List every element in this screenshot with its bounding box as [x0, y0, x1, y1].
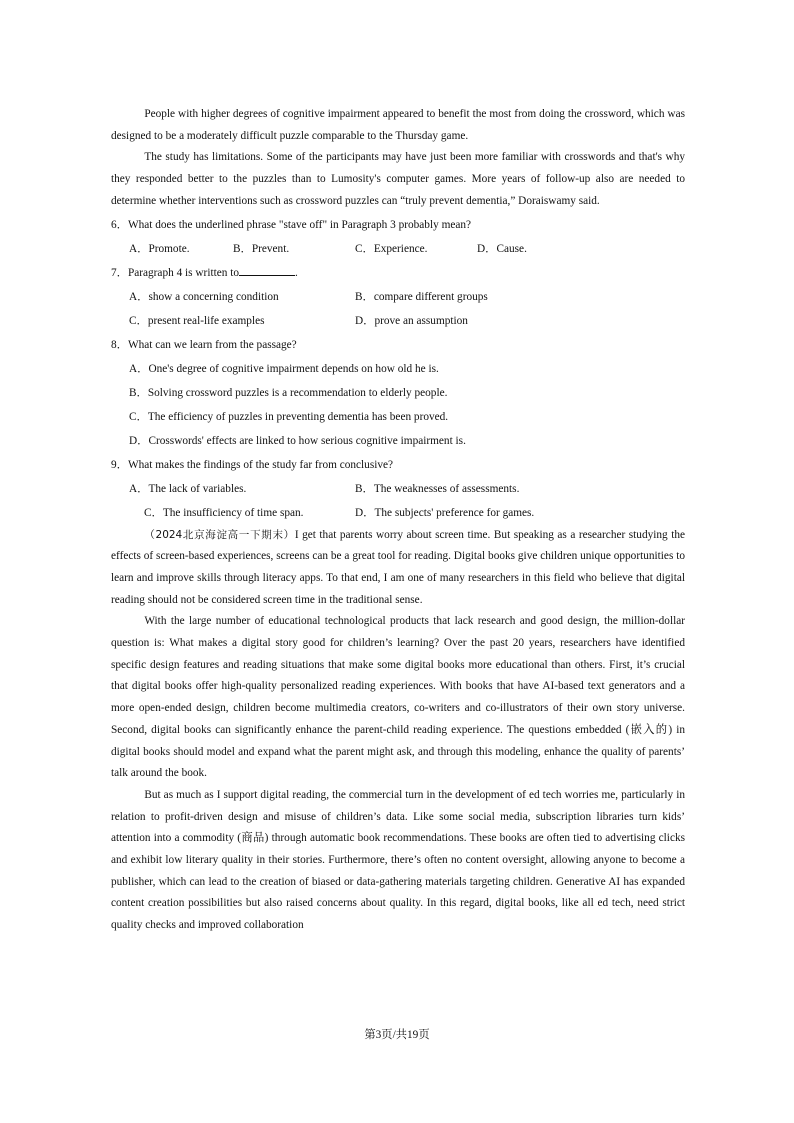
question-7-options-row2	[111, 309, 685, 333]
question-8-stem: 8．What can we learn from the passage?	[111, 338, 297, 351]
question-7-text: 7．Paragraph 4 is written to	[111, 266, 240, 279]
question-9-options-row2	[111, 501, 685, 525]
question-6-options	[111, 237, 685, 261]
document-page	[111, 104, 685, 937]
option-c: C．Experience.	[355, 242, 428, 255]
option-d: D．Crosswords' effects are linked to how serious cognitive impairment is.	[129, 434, 466, 447]
option-b: B．The weaknesses of assessments.	[355, 482, 520, 495]
paragraph: With the large number of educational technological products that lack research and good design, the million-dollar question is: What makes a digital story good for children’s learning? Over the past 20 years, researchers have identified specific design features and reading situations that make some digital books more educational than others. First, it’s crucial that digital books offer high-quality personalized reading experiences. With books that have AI-based text generators and a more open-ended design, children become multimedia creators, co-writers and co-illustrators of their own story universe. Second, digital books can significantly enhance the parent-child reading experience. The questions embedded (嵌入的) in digital books should model and expand what the parent might ask, and through this modeling, enhance the quality of parents’ talk around the book.	[111, 615, 685, 780]
paragraph	[111, 525, 685, 612]
option-a: A．One's degree of cognitive impairment depends on how old he is.	[129, 362, 439, 375]
option-b: B．Solving crossword puzzles is a recommendation to elderly people.	[129, 386, 448, 399]
question-7-end: .	[295, 266, 298, 279]
question-9-stem: 9．What makes the findings of the study far from conclusive?	[111, 458, 394, 471]
question-6-stem: 6．What does the underlined phrase "stave off" in Paragraph 3 probably mean?	[111, 218, 472, 231]
paragraph: People with higher degrees of cognitive impairment appeared to benefit the most from doing the crossword, which was designed to be a moderately difficult puzzle comparable to the Thursday game.	[111, 108, 685, 142]
source-tag: （2024北京海淀高一下期末）	[144, 528, 295, 541]
question-7-stem	[111, 261, 685, 285]
option-c: C．The efficiency of puzzles in preventing dementia has been proved.	[129, 410, 449, 423]
option-a: A．show a concerning condition	[129, 290, 279, 303]
option-d: D．prove an assumption	[355, 314, 468, 327]
option-c: C．present real-life examples	[129, 314, 265, 327]
answer-blank	[239, 264, 295, 276]
paragraph-text: I get that parents worry about screen time. But speaking as a researcher studying the effects of screen-based experiences, screens can be a great tool for reading. Digital books give children unique opportunities to learn and improve skills through literacy apps. To that end, I am one of many researchers in this field who believe that digital reading should not be considered screen time in the traditional sense.	[111, 528, 685, 606]
option-b: B．Prevent.	[233, 242, 290, 255]
option-c: C．The insufficiency of time span.	[144, 506, 304, 519]
page-footer: 第3页/共19页	[364, 1029, 430, 1041]
option-b: B．compare different groups	[355, 290, 488, 303]
option-d: D．The subjects' preference for games.	[355, 506, 535, 519]
option-a: A．The lack of variables.	[129, 482, 247, 495]
option-a: A．Promote.	[129, 242, 190, 255]
question-9-options-row1	[111, 477, 685, 501]
option-d: D．Cause.	[477, 242, 527, 255]
paragraph: The study has limitations. Some of the participants may have just been more familiar with crosswords and that's why they responded better to the puzzles than to Lumosity's computer games. More years of follow-up also are needed to determine whether interventions such as crossword puzzles can “truly prevent dementia,” Doraiswamy said.	[111, 151, 685, 207]
paragraph: But as much as I support digital reading, the commercial turn in the development of ed tech worries me, particularly in relation to profit-driven design and misuse of children’s data. Like some social media, subscription libraries turn kids’ attention into a commodity (商品) through automatic book recommendations. These books are often tied to advertising clicks and exhibit low literary quality in their stories. Furthermore, there’s often no content oversight, allowing anyone to become a publisher, which can lead to the creation of biased or data-gathering materials targeting children. Generative AI has expanded content creation possibilities but also raised concerns about quality. In this regard, digital books, like all ed tech, need strict quality checks and improved collaboration	[111, 788, 685, 932]
question-7-options-row1	[111, 285, 685, 309]
